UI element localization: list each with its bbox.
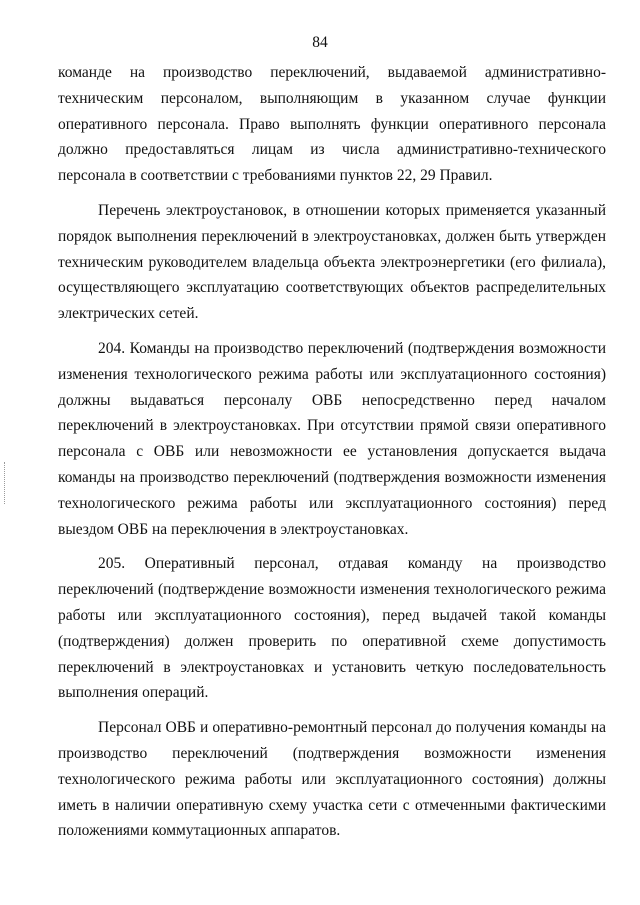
- body-text: [58, 60, 606, 844]
- paragraph-205: 205. Оперативный персонал, отдавая команду на производство переключений (подтверждение возможности изменения технологического режима работы или эксплуатационного состояния), перед выдачей такой команды (подтверждения) должен проверить по оперативной схеме допустимость переключений в электроустановках и установить четкую последовательность выполнения операций.: [58, 555, 606, 702]
- scan-margin-mark: [4, 462, 7, 504]
- paragraph-continuation: команде на производство переключений, выдаваемой административно-техническим персоналом, выполняющим в указанном случае функции оперативного персонала. Право выполнять функции оперативного персонала должно предоставляться лицам из числа административно-технического персонала в соответствии с требованиями пунктов 22, 29 Правил.: [58, 64, 606, 185]
- paragraph-electroinstallations-list: Перечень электроустановок, в отношении которых применяется указанный порядок выполнения переключений в электроустановках, должен быть утвержден техническим руководителем владельца объекта электроэнергетики (его филиала), осуществляющего эксплуатацию соответствующих объектов распределительных электрических сетей.: [58, 201, 606, 323]
- paragraph-ovb-personnel: Персонал ОВБ и оперативно-ремонтный персонал до получения команды на производство переключений (подтверждения возможности изменения технологического режима работы или эксплуатационного состояния) должны иметь в наличии оперативную схему участка сети с отмеченными фактическими положениями коммутационных аппаратов.: [58, 719, 606, 840]
- paragraph-204: 204. Команды на производство переключений (подтверждения возможности изменения технологического режима работы или эксплуатационного состояния) должны выдаваться персоналу ОВБ непосредственно перед началом переключений в электроустановках. При отсутствии прямой связи оперативного персонала с ОВБ или невозможности ее установления допускается выдача команды на производство переключений (подтверждения возможности изменения технологического режима работы или эксплуатационного состояния) перед выездом ОВБ на переключения в электроустановках.: [58, 339, 606, 538]
- page-number: 84: [312, 34, 328, 51]
